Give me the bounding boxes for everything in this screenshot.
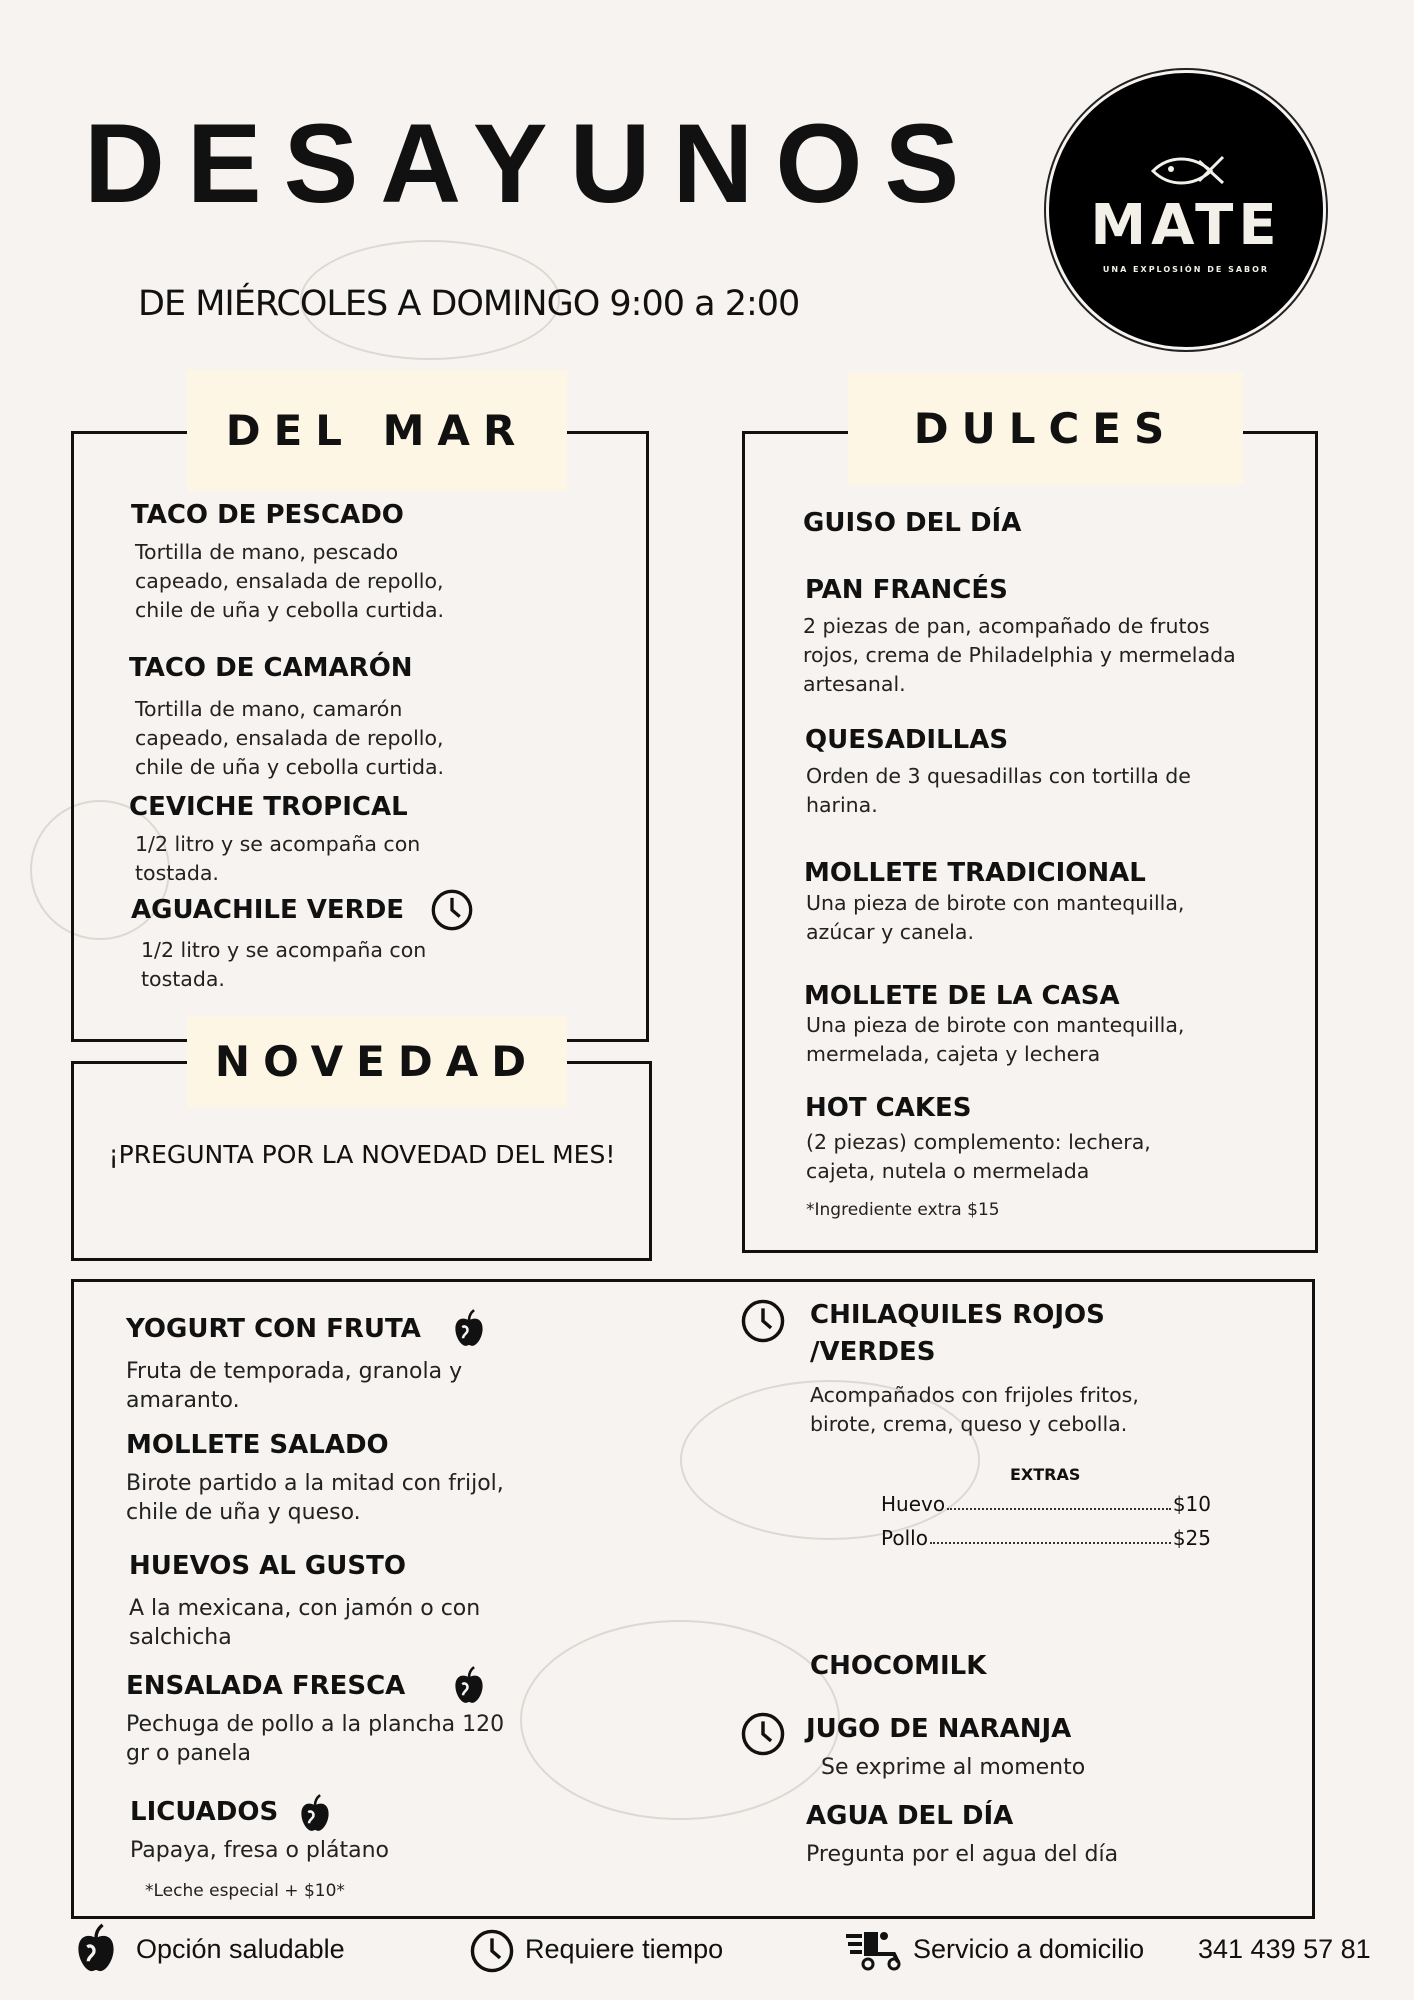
dulces-label: DULCES bbox=[848, 372, 1243, 485]
leader-dots bbox=[947, 1492, 1171, 1510]
page-title: DESAYUNOS bbox=[84, 101, 982, 226]
opening-hours: DE MIÉRCOLES A DOMINGO 9:00 a 2:00 bbox=[138, 284, 800, 324]
item-name: QUESADILLAS bbox=[805, 725, 1009, 755]
item-desc: Birote partido a la mitad con frijol, chile de uña y queso. bbox=[126, 1471, 504, 1525]
novedad-label: NOVEDAD bbox=[187, 1016, 567, 1107]
leader-dots bbox=[930, 1526, 1171, 1544]
fish-icon bbox=[1149, 153, 1229, 189]
mate-logo: MATE UNA EXPLOSIÓN DE SABOR bbox=[1046, 70, 1326, 350]
item-desc: Tortilla de mano, camarón capeado, ensalada de repollo, chile de uña y cebolla curtida. bbox=[135, 697, 445, 779]
item-name: JUGO DE NARANJA bbox=[806, 1714, 1072, 1744]
clock-icon bbox=[740, 1711, 786, 1757]
item-name: /VERDES bbox=[810, 1337, 936, 1367]
legend-time: Requiere tiempo bbox=[525, 1934, 724, 1964]
delivery-scooter-icon bbox=[846, 1930, 902, 1972]
item-name: TACO DE PESCADO bbox=[131, 500, 404, 530]
item-name: YOGURT CON FRUTA bbox=[126, 1314, 421, 1344]
clock-icon bbox=[430, 888, 474, 932]
item-desc: Fruta de temporada, granola y amaranto. bbox=[126, 1359, 463, 1413]
item-desc: Papaya, fresa o plátano bbox=[130, 1838, 389, 1863]
item-desc: 1/2 litro y se acompaña con tostada. bbox=[141, 938, 427, 991]
novedad-text: ¡PREGUNTA POR LA NOVEDAD DEL MES! bbox=[108, 1140, 616, 1169]
item-name: MOLLETE TRADICIONAL bbox=[804, 858, 1146, 888]
item-desc: Una pieza de birote con mantequilla, mermelada, cajeta y lechera bbox=[806, 1013, 1185, 1066]
item-desc: Orden de 3 quesadillas con tortilla de harina. bbox=[806, 764, 1191, 817]
apple-icon bbox=[452, 1665, 486, 1705]
extra-huevo bbox=[881, 1492, 1211, 1516]
del-mar-label: DEL MAR bbox=[187, 370, 567, 491]
item-desc: Una pieza de birote con mantequilla, azúcar y canela. bbox=[806, 891, 1185, 944]
item-desc: Pregunta por el agua del día bbox=[806, 1842, 1119, 1867]
clock-icon bbox=[740, 1298, 786, 1344]
extra-name: Pollo bbox=[881, 1526, 928, 1550]
item-desc: Pechuga de pollo a la plancha 120 gr o panela bbox=[126, 1712, 505, 1766]
item-name: PAN FRANCÉS bbox=[805, 575, 1008, 605]
extra-pollo bbox=[881, 1526, 1211, 1550]
item-name: AGUA DEL DÍA bbox=[806, 1801, 1014, 1831]
extra-price: $25 bbox=[1172, 1526, 1211, 1550]
apple-icon bbox=[74, 1922, 118, 1974]
phone-number[interactable]: 341 439 57 81 bbox=[1198, 1934, 1371, 1964]
legend-healthy: Opción saludable bbox=[136, 1934, 345, 1964]
milk-note: *Leche especial + $10* bbox=[145, 1881, 345, 1901]
item-name: CEVICHE TROPICAL bbox=[129, 792, 408, 822]
apple-icon bbox=[298, 1793, 332, 1833]
item-desc: Tortilla de mano, pescado capeado, ensalada de repollo, chile de uña y cebolla curtida. bbox=[135, 540, 445, 622]
item-name: MOLLETE SALADO bbox=[126, 1430, 389, 1460]
item-desc: 1/2 litro y se acompaña con tostada. bbox=[135, 832, 421, 885]
item-name: TACO DE CAMARÓN bbox=[129, 653, 413, 683]
item-name: MOLLETE DE LA CASA bbox=[804, 981, 1120, 1011]
item-name: CHOCOMILK bbox=[810, 1651, 987, 1681]
item-name: CHILAQUILES ROJOS bbox=[810, 1300, 1105, 1330]
item-name: GUISO DEL DÍA bbox=[803, 508, 1022, 538]
extra-name: Huevo bbox=[881, 1492, 946, 1516]
item-desc: 2 piezas de pan, acompañado de frutos rojos, crema de Philadelphia y mermelada artesanal. bbox=[803, 614, 1236, 696]
extras-title: EXTRAS bbox=[1010, 1465, 1081, 1484]
item-name: HUEVOS AL GUSTO bbox=[129, 1551, 406, 1581]
item-desc: (2 piezas) complemento: lechera, cajeta, nutela o mermelada bbox=[806, 1130, 1151, 1183]
item-name: HOT CAKES bbox=[805, 1093, 972, 1123]
item-desc: A la mexicana, con jamón o con salchicha bbox=[129, 1596, 481, 1650]
clock-icon bbox=[469, 1928, 515, 1974]
extra-note: *Ingrediente extra $15 bbox=[806, 1200, 1000, 1220]
item-name: AGUACHILE VERDE bbox=[131, 895, 405, 925]
item-desc: Se exprime al momento bbox=[821, 1755, 1086, 1780]
item-name: ENSALADA FRESCA bbox=[126, 1671, 406, 1701]
item-name: LICUADOS bbox=[130, 1797, 279, 1827]
item-desc: Acompañados con frijoles fritos, birote, crema, queso y cebolla. bbox=[810, 1383, 1139, 1436]
extra-price: $10 bbox=[1172, 1492, 1211, 1516]
apple-icon bbox=[452, 1308, 486, 1348]
legend-delivery: Servicio a domicilio bbox=[913, 1934, 1145, 1964]
